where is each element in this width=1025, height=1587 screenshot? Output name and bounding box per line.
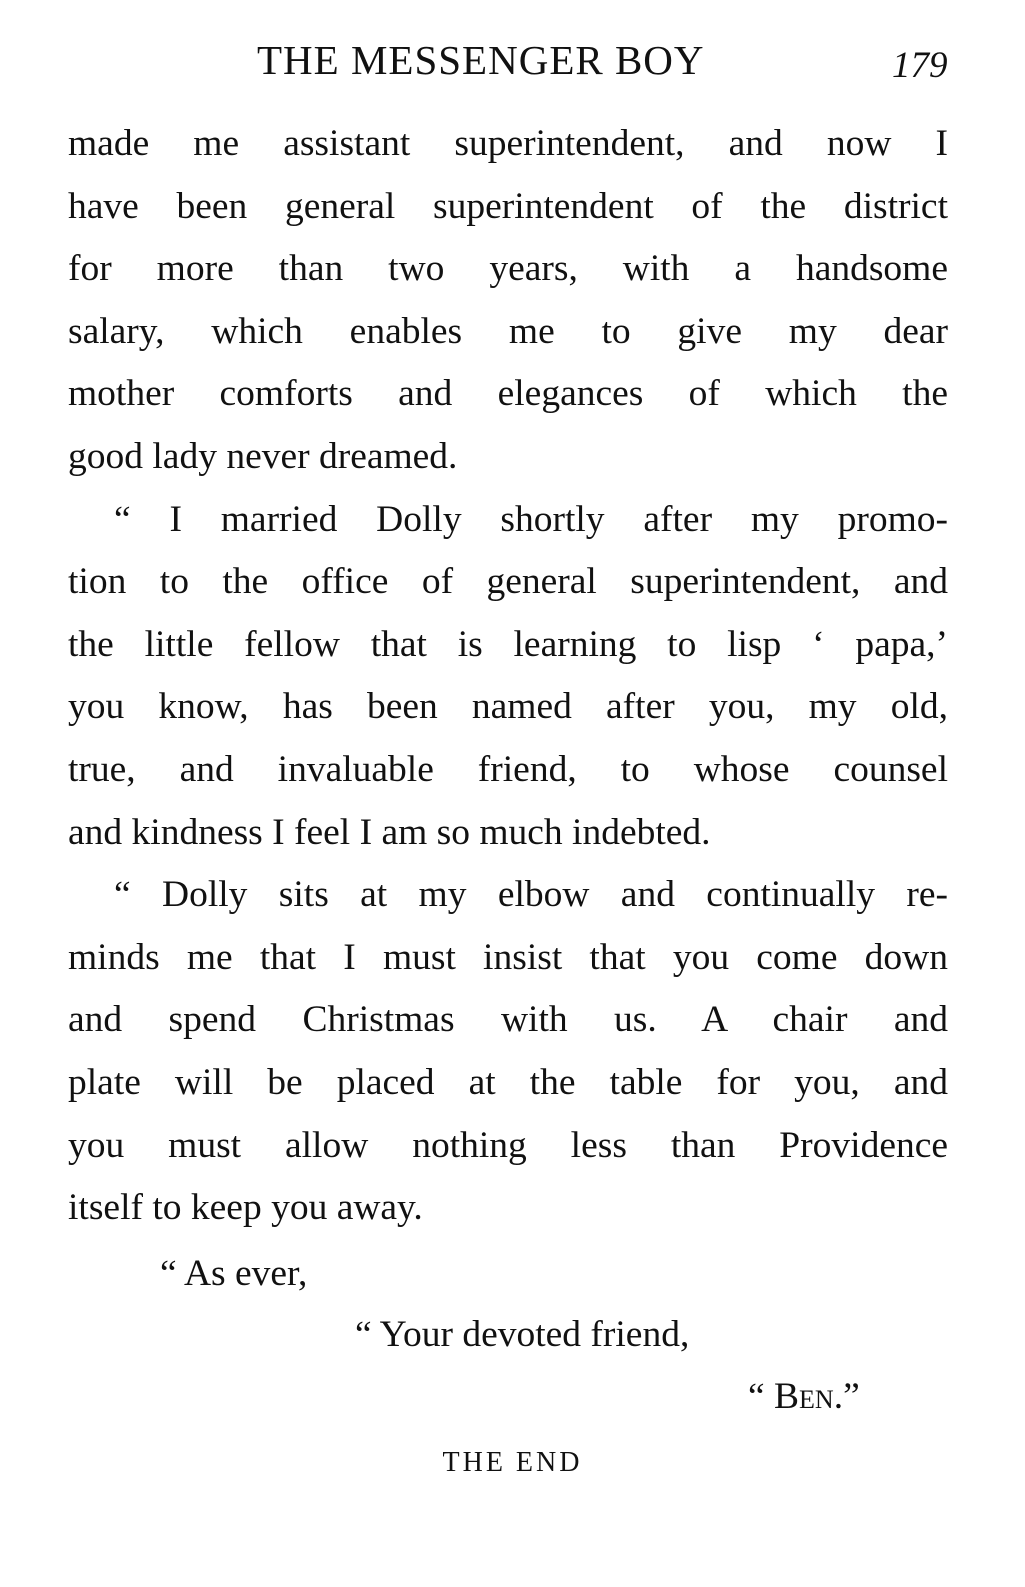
- text-line: for more than two years, with a handsome: [68, 248, 948, 290]
- the-end: THE END: [442, 1447, 583, 1478]
- text-line: “ I married Dolly shortly after my promo-: [114, 498, 948, 540]
- signature-open-quote: “: [748, 1376, 775, 1417]
- closing-devoted-friend: “ Your devoted friend,: [355, 1314, 690, 1355]
- text-line: you must allow nothing less than Providence: [68, 1124, 948, 1166]
- text-line: plate will be placed at the table for you, and: [68, 1061, 948, 1103]
- text-line: “ Dolly sits at my elbow and continually re-: [114, 874, 948, 916]
- text-line: good lady never dreamed.: [68, 435, 458, 477]
- text-line: you know, has been named after you, my old,: [68, 686, 948, 728]
- paragraph-3: [68, 864, 948, 1240]
- signature: [748, 1373, 860, 1421]
- text-line: tion to the office of general superintendent, and: [68, 561, 948, 603]
- running-title: THE MESSENGER BOY: [257, 37, 705, 83]
- body-text: [68, 113, 948, 1240]
- text-line: true, and invaluable friend, to whose counsel: [68, 748, 948, 790]
- signature-name: Ben.: [774, 1376, 844, 1417]
- closing-as-ever: “ As ever,: [160, 1253, 308, 1294]
- text-line: mother comforts and elegances of which the: [68, 373, 948, 415]
- text-line: salary, which enables me to give my dear: [68, 310, 948, 352]
- text-line: the little fellow that is learning to lisp ‘ papa,’: [68, 623, 948, 665]
- paragraph-2: [68, 489, 948, 865]
- running-head: [0, 30, 1025, 90]
- text-line: and spend Christmas with us. A chair and: [68, 999, 948, 1041]
- signature-close-quote: ”: [843, 1376, 860, 1417]
- text-line: made me assistant superintendent, and now I: [68, 123, 948, 164]
- page-number: 179: [892, 45, 948, 86]
- paragraph-1: [68, 113, 948, 489]
- text-line: minds me that I must insist that you come down: [68, 936, 948, 978]
- text-line: itself to keep you away.: [68, 1187, 423, 1229]
- text-line: and kindness I feel I am so much indebted.: [68, 811, 711, 853]
- text-line: have been general superintendent of the district: [68, 185, 948, 227]
